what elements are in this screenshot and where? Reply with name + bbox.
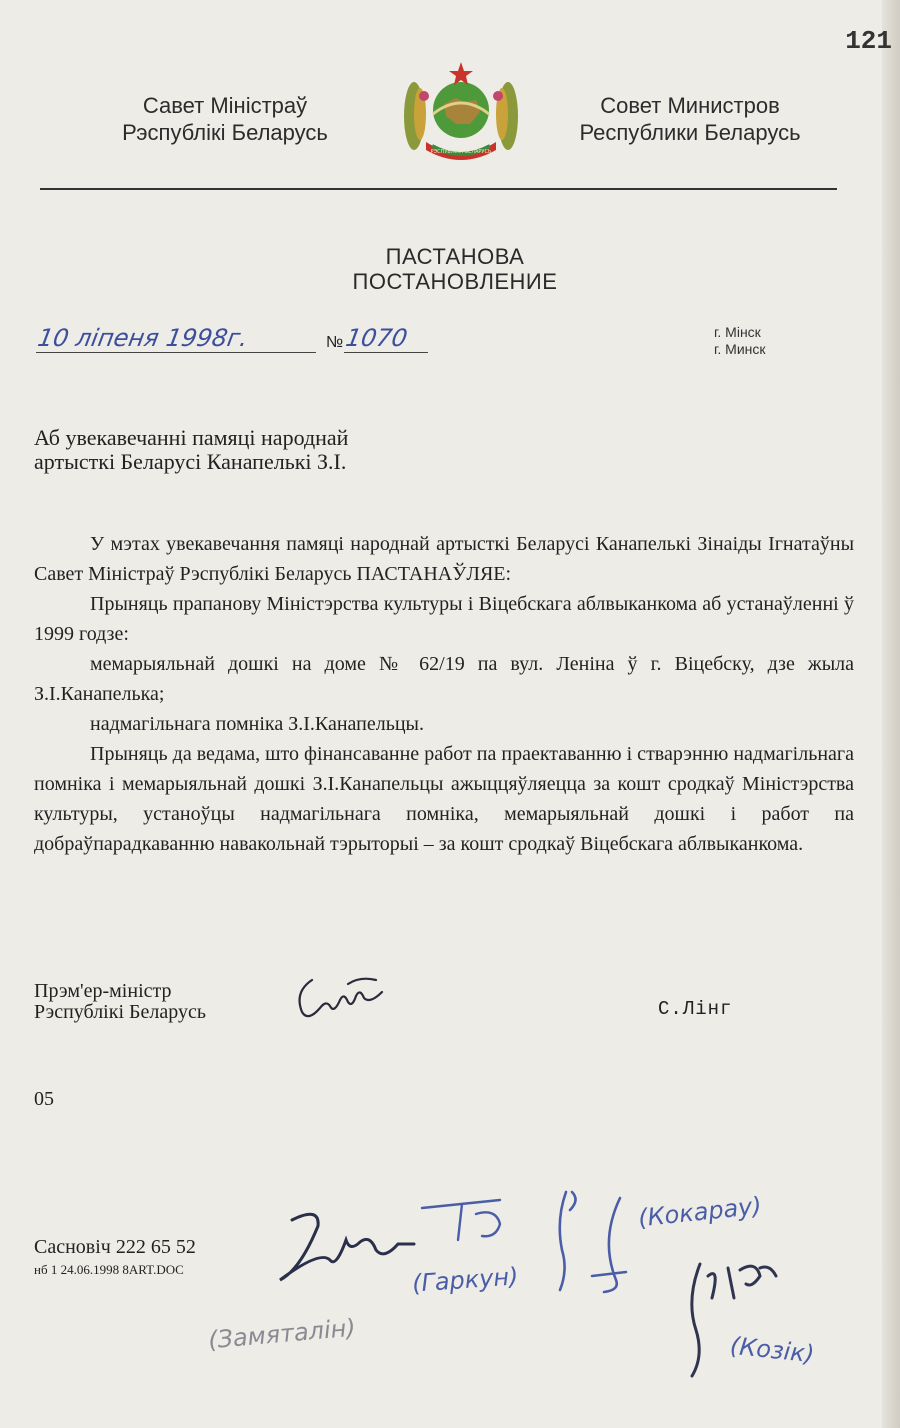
document-code: 05	[34, 1088, 54, 1110]
city-russian: г. Минск	[714, 341, 766, 357]
body-paragraph: Прыняць да ведама, што фінансаванне работ па праектаванню і стварэнню надмагільнага помніка і мемарыяльнай дошкі З.І.Канапельцы ажыццяўляецца за кошт сродкаў Міністэрства культуры, устаноўцы надмагільнага помніка, мемарыяльнай дошкі і работ па добраўпарадкаванню навакольнай тэрыторыі – за кошт сродкаў Віцебскага аблвыканкома.	[34, 743, 854, 855]
city-block	[714, 324, 766, 358]
signatory-title	[34, 981, 206, 1023]
emblem-ribbon-text: РЭСПУБЛІКА БЕЛАРУСЬ	[430, 149, 492, 155]
header-divider	[40, 188, 837, 190]
body-paragraph: У мэтах увекавечання памяці народнай артысткі Беларусі Канапелькі Зінаіды Ігнатаўны Савет Міністраў Рэспублікі Беларусь ПАСТАНАЎЛЯЕ:	[34, 533, 854, 585]
signatory-title-line1: Прэм'ер-міністр	[34, 980, 172, 1002]
file-info: нб 1 24.06.1998 8ART.DOC	[34, 1262, 184, 1277]
city-belarusian: г. Мінск	[714, 324, 761, 340]
visa-signatures	[200, 1180, 880, 1410]
visa-gorkun: (Гаркун)	[411, 1262, 520, 1298]
subject-line2: артысткі Беларусі Канапелькі З.І.	[34, 449, 347, 474]
number-handwritten: 1070	[343, 324, 410, 352]
number-field	[344, 318, 428, 353]
body-paragraph: надмагільнага помніка З.І.Канапельцы.	[90, 713, 424, 735]
visa-kozik: (Козік)	[728, 1331, 816, 1369]
document-title	[250, 244, 660, 294]
document-body	[34, 529, 854, 859]
number-label: №	[326, 334, 344, 351]
subject-line1: Аб увекавечанні памяці народнай	[34, 425, 349, 450]
signatory-title-line2: Рэспублікі Беларусь	[34, 1001, 206, 1023]
header-right-line1: Совет Министров	[600, 93, 780, 118]
title-belarusian: ПАСТАНОВА	[385, 244, 525, 269]
visa-kokarau: (Кокарау)	[636, 1191, 763, 1233]
page-edge	[882, 0, 900, 1428]
header-belarusian	[100, 92, 350, 146]
header-left-line1: Савет Міністраў	[142, 93, 308, 118]
visa-zamyatalin: (Замяталін)	[207, 1313, 357, 1355]
approval-visas	[200, 1180, 880, 1410]
date-field	[36, 318, 316, 353]
body-paragraph: Прыняць прапанову Міністэрства культуры і Віцебскага аблвыканкома аб устанаўленні ў 1999 годзе:	[34, 593, 854, 645]
header-left-line2: Рэспублікі Беларусь	[122, 120, 328, 145]
subject-heading	[34, 426, 454, 474]
title-russian: ПОСТАНОВЛЕНИЕ	[352, 269, 558, 294]
archive-page-number: 121	[845, 26, 892, 56]
prime-minister-signature	[290, 962, 390, 1032]
body-paragraph: мемарыяльнай дошкі на доме № 62/19 па вул. Леніна ў г. Віцебску, дзе жыла З.І.Канапелька;	[34, 653, 854, 705]
state-emblem-icon	[400, 52, 522, 164]
header-russian	[550, 92, 830, 146]
header-right-line2: Республики Беларусь	[579, 120, 801, 145]
date-handwritten: 10 ліпеня 1998г.	[35, 324, 251, 352]
author-contact: Сасновіч 222 65 52	[34, 1236, 196, 1258]
signatory-name: С.Лінг	[658, 998, 733, 1020]
